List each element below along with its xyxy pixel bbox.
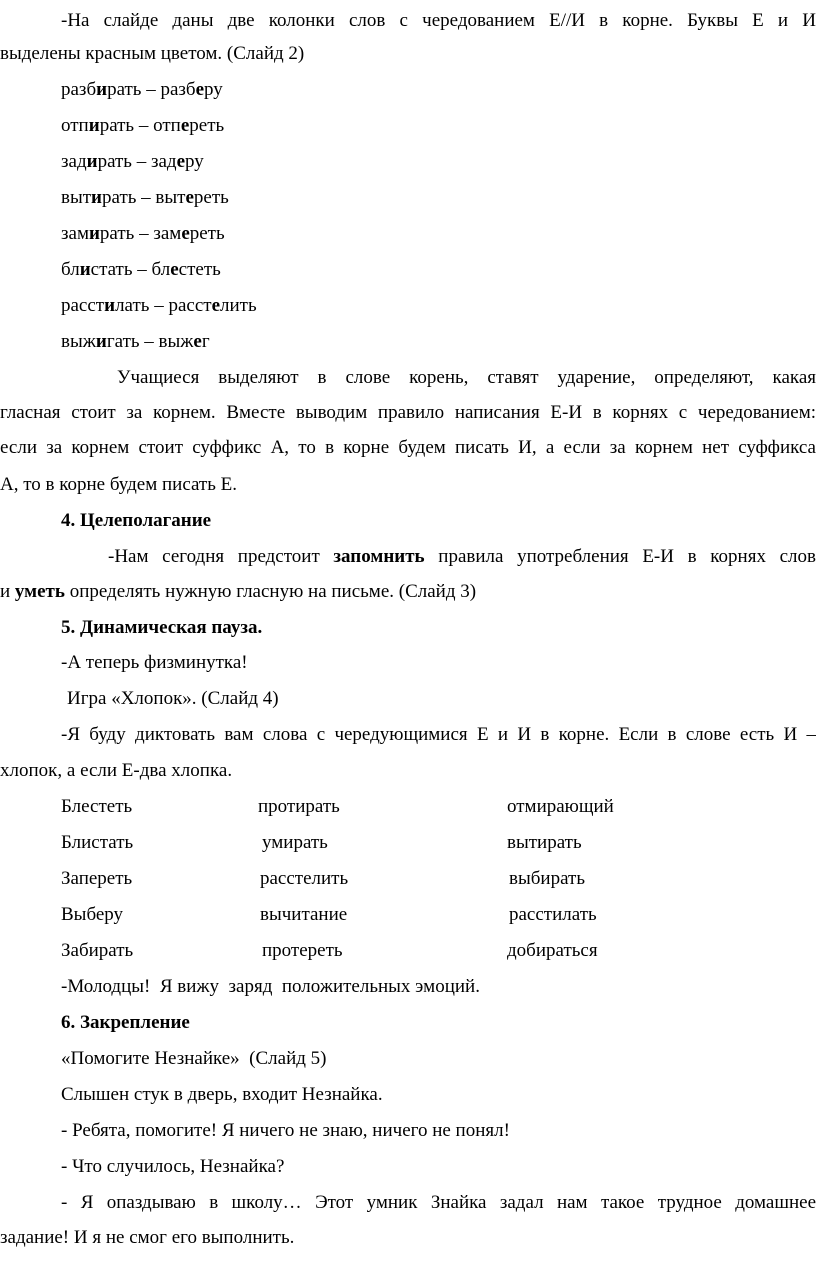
rule-line-2: гласная стоит за корнем. Вместе выводим правило написания Е-И в корнях с чередованием: <box>0 402 816 423</box>
word-pair: отпирать – отпереть <box>61 115 225 136</box>
word-pair: расстилать – расстелить <box>61 295 257 316</box>
intro-line-1: -На слайде даны две колонки слов с чередованием Е//И в корне. Буквы Е и И <box>61 10 816 31</box>
word-cell: расстилать <box>509 904 597 925</box>
section-4-line-2: и уметь определять нужную гласную на письме. (Слайд 3) <box>0 581 477 602</box>
section-6-line-1: «Помогите Незнайке» (Слайд 5) <box>61 1048 327 1069</box>
section-5-line-4: хлопок, а если Е-два хлопка. <box>0 760 233 781</box>
word-cell: Запереть <box>61 868 133 889</box>
section-6-heading: 6. Закрепление <box>61 1012 190 1033</box>
word-cell: Забирать <box>61 940 134 961</box>
word-table-row <box>0 904 816 926</box>
word-cell: вытирать <box>507 832 582 853</box>
word-table-row <box>0 868 816 890</box>
word-pair: замирать – замереть <box>61 223 225 244</box>
section-5-line-1: -А теперь физминутка! <box>61 652 248 673</box>
word-cell: выбирать <box>509 868 585 889</box>
section-6-line-2: Слышен стук в дверь, входит Незнайка. <box>61 1084 383 1105</box>
rule-line-1: Учащиеся выделяют в слове корень, ставят ударение, определяют, какая <box>117 367 816 388</box>
section-6-line-6: задание! И я не смог его выполнить. <box>0 1227 295 1248</box>
word-table-row <box>0 796 816 818</box>
section-6-line-3: - Ребята, помогите! Я ничего не знаю, ничего не понял! <box>61 1120 510 1141</box>
word-table-row <box>0 940 816 962</box>
word-pair: выжигать – выжег <box>61 331 210 352</box>
section-4-heading: 4. Целеполагание <box>61 510 212 531</box>
word-pair: разбирать – разберу <box>61 79 223 100</box>
word-cell: протереть <box>262 940 343 961</box>
word-cell: Блистать <box>61 832 134 853</box>
word-cell: протирать <box>258 796 340 817</box>
section-5-heading: 5. Динамическая пауза. <box>61 617 263 638</box>
word-pair: блистать – блестеть <box>61 259 221 280</box>
word-cell: отмирающий <box>507 796 614 817</box>
section-4-line-1: -Нам сегодня предстоит запомнить правила употребления Е-И в корнях слов <box>108 546 816 567</box>
word-cell: Выберу <box>61 904 124 925</box>
word-cell: умирать <box>262 832 328 853</box>
rule-line-4: А, то в корне будем писать Е. <box>0 474 237 495</box>
word-cell: вычитание <box>260 904 348 925</box>
section-5-line-2: Игра «Хлопок». (Слайд 4) <box>67 688 279 709</box>
word-cell: расстелить <box>260 868 349 889</box>
word-pair: вытирать – вытереть <box>61 187 229 208</box>
word-pair: задирать – задеру <box>61 151 204 172</box>
section-6-line-4: - Что случилось, Незнайка? <box>61 1156 285 1177</box>
intro-line-2: выделены красным цветом. (Слайд 2) <box>0 43 305 64</box>
section-5-closing: -Молодцы! Я вижу заряд положительных эмоций. <box>61 976 480 997</box>
word-table-row <box>0 832 816 854</box>
rule-line-3: если за корнем стоит суффикс А, то в корне будем писать И, а если за корнем нет суффикса <box>0 437 816 458</box>
word-cell: Блестеть <box>61 796 133 817</box>
section-6-line-5: - Я опаздываю в школу… Этот умник Знайка задал нам такое трудное домашнее <box>61 1192 816 1213</box>
word-cell: добираться <box>507 940 598 961</box>
section-5-line-3: -Я буду диктовать вам слова с чередующимися Е и И в корне. Если в слове есть И – <box>61 724 816 745</box>
